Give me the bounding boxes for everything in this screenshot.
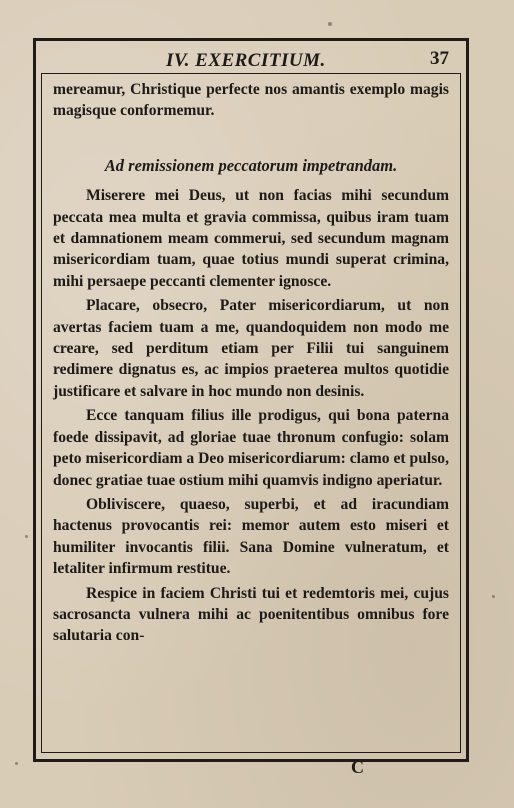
foxing-spot: [328, 22, 332, 26]
running-header: [41, 46, 461, 72]
foxing-spot: [492, 595, 495, 598]
paragraph: Ecce tanquam filius ille prodigus, qui bona paterna foede dissipavit, ad gloriae tuae thronum confugio: solam peto misericordiam a Deo misericordiarum: clamo et pulso, donec gratiae tuae ostium mihi quamvis indigno aperiatur.: [53, 407, 449, 489]
continuation-text: mereamur, Christique perfecte nos amantis exemplo magis magisque conformemur.: [53, 81, 449, 120]
paragraph: Respice in faciem Christi tui et redemtoris mei, cujus sacrosancta vulnera mihi ac poenitentibus omnibus fore salutaria con-: [53, 584, 449, 645]
section-heading: Ad remissionem peccatorum impetrandam.: [104, 155, 398, 175]
paragraph: Placare, obsecro, Pater misericordiarum, ut non avertas faciem tuam a me, quandoquidem non modo me creare, sed perditum etiam per Filii tui sanguinem redimere dignatus es, ac impios praeterea multos quotidie justificare et salvare in hoc mundo non desinis.: [53, 297, 449, 400]
foxing-spot: [25, 535, 28, 538]
paragraph: Miserere mei Deus, ut non facias mihi secundum peccata mea multa et gravia commissa, quibus iram tuam et damnationem meam commerui, sed secundum magnam misericordiam tuam, quae totius mundi superat crimina, mihi persaepe peccanti clementer ignosce.: [53, 187, 449, 290]
main-text: [53, 79, 449, 647]
running-title: IV. EXERCITIUM.: [166, 50, 326, 71]
signature-mark: C: [351, 757, 364, 777]
paragraph: Obliviscere, quaeso, superbi, et ad iracundiam hactenus provocantis rei: memor autem esto miseri et humiliter invocantis filii. Sana Domine vulneratum, et letaliter infirmum restitue.: [53, 495, 449, 578]
foxing-spot: [15, 762, 18, 765]
page-number: 37: [430, 48, 449, 69]
